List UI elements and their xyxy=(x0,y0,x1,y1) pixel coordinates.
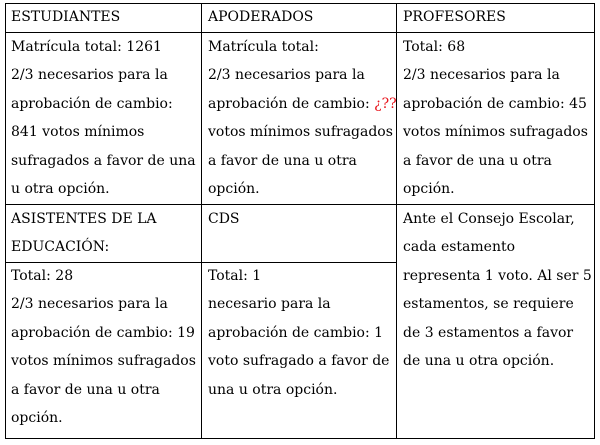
consejo-escolar-note xyxy=(403,205,592,375)
consejo-line: representa 1 voto. Al ser 5 xyxy=(403,267,592,284)
asistentes-line: aprobación de cambio: 19 xyxy=(11,324,195,341)
profesores-line: votos mínimos sufragados xyxy=(403,124,588,141)
estudiantes-line: aprobación de cambio: xyxy=(11,95,173,112)
estudiantes-line: u otra opción. xyxy=(11,181,110,198)
estudiantes-body xyxy=(11,33,196,203)
apoderados-line: a favor de una u otra xyxy=(208,152,357,169)
estudiantes-line: Matrícula total: 1261 xyxy=(11,39,162,55)
profesores-line: Total: 68 xyxy=(403,39,466,55)
apoderados-line: 2/3 necesarios para la xyxy=(208,67,365,84)
cds-header: CDS xyxy=(208,211,240,227)
asistentes-header-line: EDUCACIÓN: xyxy=(11,239,110,256)
table-border-left xyxy=(5,3,6,439)
table-border-right xyxy=(594,3,595,439)
profesores-line: aprobación de cambio: 45 xyxy=(403,95,587,112)
cds-line: aprobación de cambio: 1 xyxy=(208,324,384,341)
apoderados-line: Matrícula total: xyxy=(208,39,319,55)
apoderados-line-text: aprobación de cambio: xyxy=(208,95,375,112)
column-divider-1 xyxy=(201,3,202,439)
estudiantes-line: sufragados a favor de una xyxy=(11,152,196,169)
asistentes-header-line: ASISTENTES DE LA xyxy=(11,211,157,227)
cds-line: necesario para la xyxy=(208,296,331,313)
cds-line: una u otra opción. xyxy=(208,381,338,398)
consejo-line: de una u otra opción. xyxy=(403,353,555,370)
asistentes-header xyxy=(11,205,157,262)
consejo-line: estamentos, se requiere xyxy=(403,296,574,313)
apoderados-header: APODERADOS xyxy=(208,9,314,25)
profesores-line: a favor de una u otra xyxy=(403,152,552,169)
cds-line: voto sufragado a favor de xyxy=(208,353,390,370)
consejo-line: Ante el Consejo Escolar, xyxy=(403,211,575,227)
profesores-header: PROFESORES xyxy=(403,9,506,25)
cds-body xyxy=(208,262,389,404)
estudiantes-line: 2/3 necesarios para la xyxy=(11,67,168,84)
asistentes-line: opción. xyxy=(11,410,63,427)
table-border-bottom xyxy=(5,438,595,439)
apoderados-line xyxy=(208,90,397,118)
estudiantes-line: 841 votos mínimos xyxy=(11,124,145,141)
cds-line: Total: 1 xyxy=(208,268,262,284)
consejo-line: de 3 estamentos a favor xyxy=(403,324,574,341)
consejo-line: cada estamento xyxy=(403,239,516,256)
profesores-body xyxy=(403,33,588,203)
asistentes-line: Total: 28 xyxy=(11,268,74,284)
unknown-votes-marker: ¿?? xyxy=(374,95,397,112)
apoderados-line: votos mínimos sufragados xyxy=(208,124,393,141)
asistentes-line: 2/3 necesarios para la xyxy=(11,296,168,313)
asistentes-body xyxy=(11,262,196,432)
estudiantes-header: ESTUDIANTES xyxy=(11,9,121,25)
profesores-line: 2/3 necesarios para la xyxy=(403,67,560,84)
asistentes-line: a favor de una u otra xyxy=(11,381,160,398)
asistentes-line: votos mínimos sufragados xyxy=(11,353,196,370)
apoderados-body xyxy=(208,33,397,203)
apoderados-line: opción. xyxy=(208,181,260,198)
table-border-top xyxy=(5,3,595,4)
profesores-line: opción. xyxy=(403,181,455,198)
